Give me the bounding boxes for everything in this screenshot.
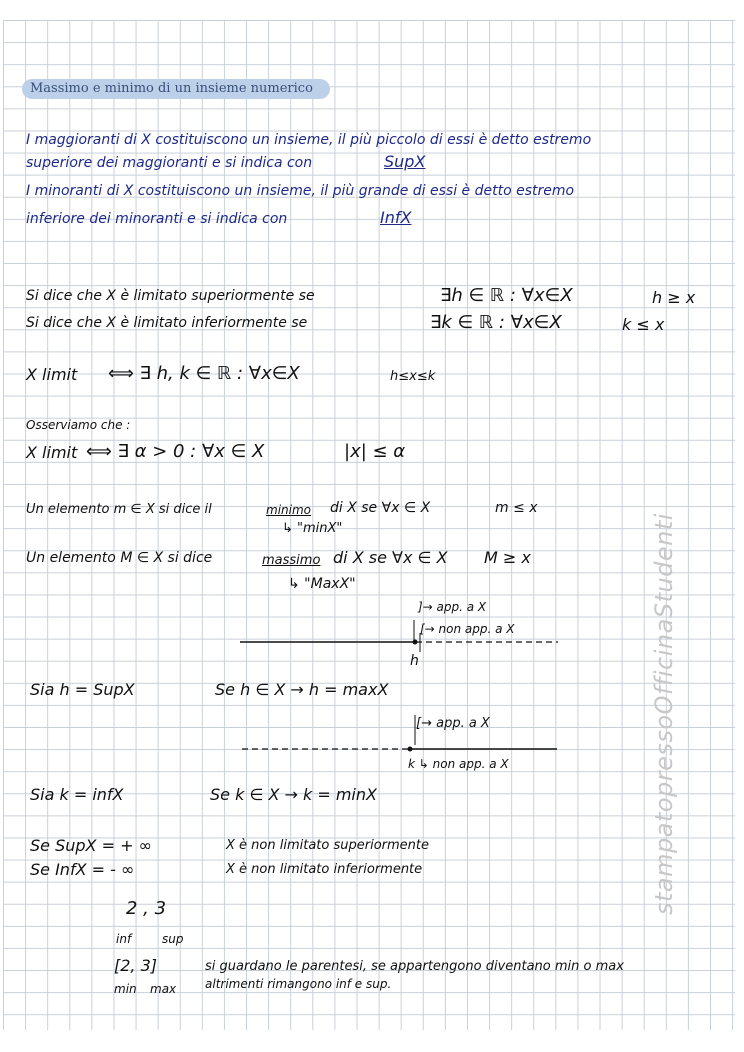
page-bottom-margin	[0, 1030, 744, 1052]
example-open-set: 2 , 3	[126, 898, 167, 919]
limited-formula: ⟺ ∃ h, k ∈ ℝ : ∀x∈X	[108, 363, 300, 384]
limited-left: X limit	[26, 365, 78, 384]
page-right-margin	[735, 0, 744, 1052]
min-note: ↳ "minX"	[282, 521, 343, 536]
diagram1-point-label: h	[410, 653, 419, 669]
sup-case-left: Sia h = SupX	[30, 680, 135, 699]
example-note-line2: altrimenti rimangono inf e sup.	[205, 977, 392, 991]
diagram2-app-label: [→ app. a X	[416, 716, 490, 731]
sup-definition-line2: superiore dei maggioranti e si indica con	[26, 155, 313, 171]
abs-condition: |x| ≤ α	[344, 441, 406, 462]
lower-bound-text: Si dice che X è limitato inferiormente se	[26, 315, 308, 331]
sup-definition-line1: I maggioranti di X costituiscono un insieme, il più piccolo di essi è detto estremo	[26, 132, 592, 148]
observe-label: Osserviamo che :	[26, 418, 131, 432]
page-top-margin	[0, 0, 744, 20]
min-word: minimo	[266, 503, 311, 517]
page-title: Massimo e minimo di un insieme numerico	[22, 79, 330, 99]
inf-infinite-right: X è non limitato inferiormente	[226, 862, 423, 877]
inf-symbol: InfX	[380, 208, 412, 227]
watermark: stampatopressoOfficinaStudenti	[650, 513, 678, 915]
page-left-margin	[0, 0, 3, 1052]
min-text1: Un elemento m ∈ X si dice il	[26, 502, 212, 517]
example-max-label: max	[150, 982, 177, 996]
sup-case-right: Se h ∈ X → h = maxX	[215, 680, 389, 699]
abs-left: X limit	[26, 443, 78, 462]
lower-bound-condition: k ≤ x	[622, 315, 665, 334]
upper-bound-formula: ∃h ∈ ℝ : ∀x∈X	[440, 285, 573, 306]
diagram1-nonapp-label: [→ non app. a X	[420, 622, 515, 636]
example-inf-label: inf	[116, 932, 132, 946]
abs-formula: ⟺ ∃ α > 0 : ∀x ∈ X	[86, 441, 265, 462]
sup-symbol: SupX	[384, 152, 426, 171]
number-line-1-point	[413, 640, 418, 645]
number-line-2-point	[408, 747, 413, 752]
max-condition: M ≥ x	[484, 548, 531, 567]
inf-infinite-left: Se InfX = - ∞	[30, 860, 135, 879]
max-text1: Un elemento M ∈ X si dice	[26, 550, 213, 566]
example-sup-label: sup	[162, 932, 184, 946]
sup-infinite-right: X è non limitato superiormente	[226, 838, 429, 853]
inf-case-left: Sia k = infX	[30, 785, 124, 804]
max-note: ↳ "MaxX"	[288, 576, 356, 592]
diagram1-app-label: ]→ app. a X	[418, 600, 487, 614]
inf-definition-line1: I minoranti di X costituiscono un insieme, il più grande di essi è detto estremo	[26, 183, 575, 199]
upper-bound-condition: h ≥ x	[652, 288, 696, 307]
limited-condition: h≤x≤k	[390, 369, 436, 384]
max-word: massimo	[262, 553, 321, 568]
upper-bound-text: Si dice che X è limitato superiormente se	[26, 288, 315, 304]
inf-case-right: Se k ∈ X → k = minX	[210, 785, 377, 804]
example-note-line1: si guardano le parentesi, se appartengono diventano min o max	[205, 959, 624, 974]
inf-definition-line2: inferiore dei minoranti e si indica con	[26, 211, 288, 227]
min-condition: m ≤ x	[495, 500, 538, 516]
diagram2-nonapp-label: k ↳ non app. a X	[408, 757, 509, 771]
lower-bound-formula: ∃k ∈ ℝ : ∀x∈X	[430, 312, 562, 333]
example-min-label: min	[114, 982, 137, 996]
min-text2: di X se ∀x ∈ X	[330, 500, 431, 516]
sup-infinite-left: Se SupX = + ∞	[30, 836, 152, 855]
max-text2: di X se ∀x ∈ X	[333, 548, 448, 567]
example-closed-set: [2, 3]	[114, 956, 158, 975]
